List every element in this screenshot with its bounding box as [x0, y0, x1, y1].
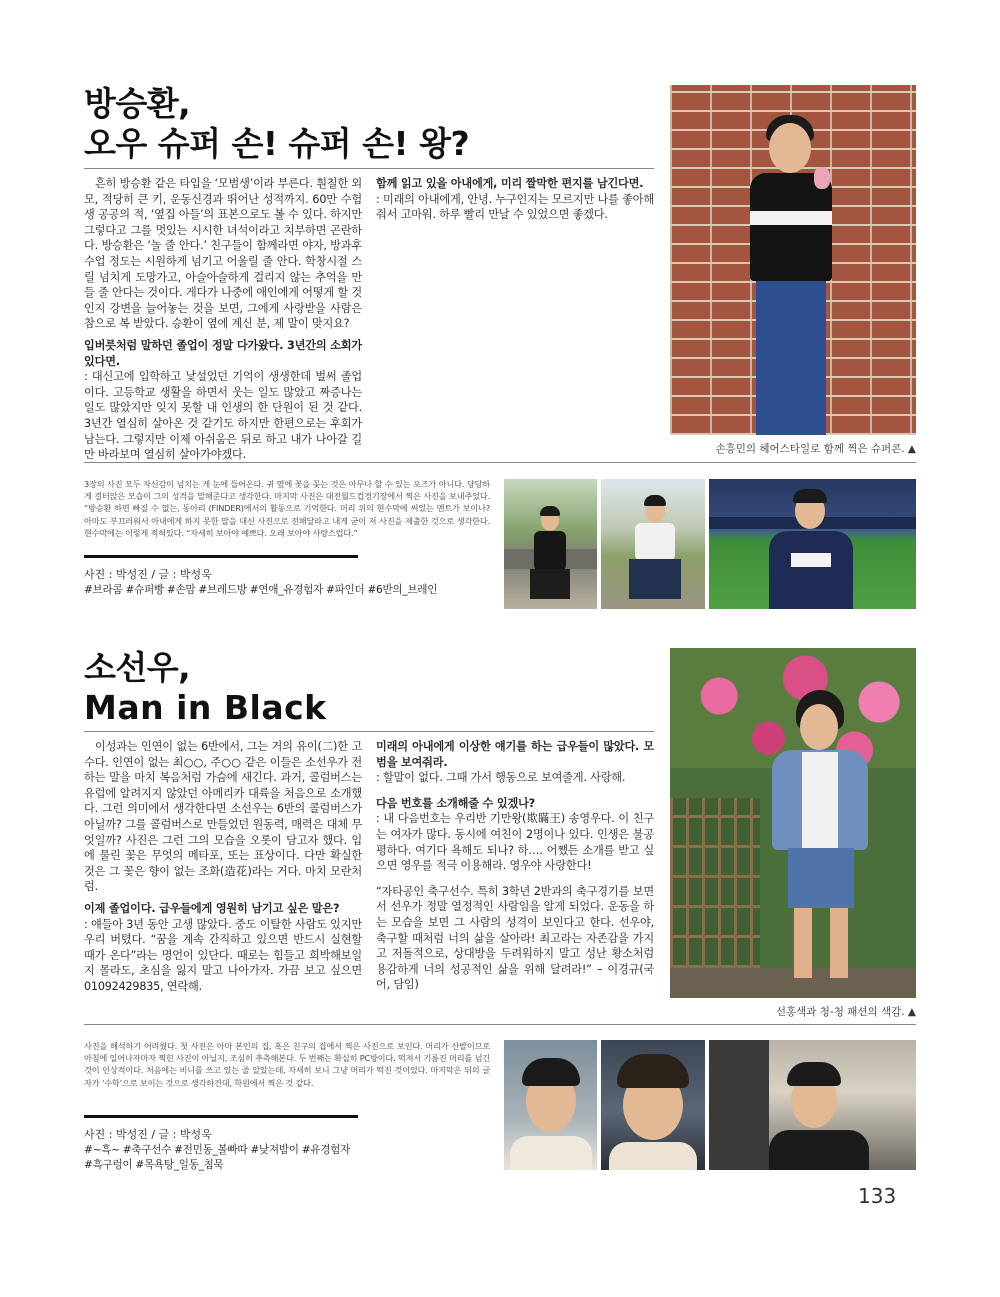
article1-intro: 흔히 방승환 같은 타입을 ‘모범생’이라 부른다. 훤칠한 외모, 적당히 큰 키, 운동신경과 뛰어난 성적까지. 60만 수험생 공공의 적, ‘옆집 아들’의 표본으로도 볼 수 있다. 하지만 그렇다고 그를 멋있는 시시한 녀석이라고 치부하면 곤란하다. 방승환은 ‘놀 줄 안다.’ 친구들이 함께라면 야자, 방과후 수업 정도는 시원하게 넘기고 어울릴 줄 안다. 학창시절 스릴 넘치게 도망가고, 아슬아슬하게 걸리지 않는 추억을 만들 줄 안다는 것이다. 게다가 나중에 애인에게 어떻게 할 것인지 강변을 늘어놓는 것을 보면, 그에게 사랑받을 사람은 참으로 복 받았다. 승환이 옆에 계신 분, 제 말이 맞지요?	[84, 177, 362, 331]
article1-divider	[84, 462, 916, 463]
stadium-photo	[709, 479, 916, 609]
article2-photo-note: 사진을 해석하기 어려웠다. 첫 사진은 아마 본인의 집, 혹은 친구의 집에서 찍은 사진으로 보인다. 머리가 산발이므로 아침에 일어나자마자 찍힌 사진이 아닐지, 조심히 추측해본다. 두 번째는 확실히 PC방이다. 떡져서 기름진 머리를 넘긴 것이 인상적이다. 처음에는 비니를 쓰고 있는 줄 알았는데, 자세히 보니 그냥 머리가 떡진 것이었다. 마지막은 뒤의 글자가 ‘수학’으로 보이는 것으로 생각하건대, 학원에서 찍은 것 같다.	[84, 1041, 490, 1088]
page-number: 133	[858, 1184, 897, 1208]
article2-column-left	[84, 739, 362, 993]
article2-question-2: 미래의 아내에게 이상한 얘기를 하는 급우들이 많았다. 모범을 보여줘라.	[376, 740, 654, 769]
article1-answer-1: : 대신고에 입학하고 낯설었던 기억이 생생한데 벌써 졸업이다. 고등학교 생활을 하면서 웃는 일도 많았고 짜증나는 일도 많았지만 잊지 못할 내 인생의 한 단원이 된 것 같다. 3년간 열심히 살아온 것 같기도 하지만 한편으로는 후회가 남는다. 그렇지만 이제 아쉬움은 뒤로 하고 내가 나아갈 길만 바라보며 열심히 살아가야겠다.	[84, 370, 362, 462]
article2-column-right	[376, 739, 654, 993]
person-figure-denim	[766, 690, 876, 990]
article2-teacher-comment: “자타공인 축구선수. 특히 3학년 2반과의 축구경기를 보면서 선우가 정말 열정적인 사람임을 알게 되었다. 운동을 하는 모습을 보면 그 사람의 성격이 보인다고 한다. 선우야, 축구할 때처럼 너의 삶을 살아라! 최고라는 자존감을 가지고 저돌적으로, 상대방을 두려워하지 말고 성난 황소처럼 용감하게 너의 성공적인 삶을 위해 달려라!” – 이경규(국어, 담임)	[376, 884, 654, 992]
article2-credit: 사진 : 박성진 / 글 : 박성욱	[84, 1128, 212, 1141]
article1-photo-caption: 손흥민의 헤어스타일로 함께 찍은 슈퍼콘. ▲	[715, 443, 916, 455]
article2-intro: 이성과는 인연이 없는 6반에서, 그는 거의 유이(二)한 고수다. 인연이 없는 최○○, 주○○ 같은 이들은 소선우가 전하는 말을 마치 복음처럼 가슴에 새긴다. 과거, 콜럼버스는 유럽에 알려지지 않았던 아메리카 대륙을 처음으로 소개했다. 그런 의미에서 생각한다면 소선우는 6반의 콜럼버스가 아닐까? 그를 콜럼버스로 만들었던 원동력, 매력은 대체 무엇일까? 사진은 그런 그의 모습을 오롯이 담고자 했다. 입에 물린 꽃은 무엇의 메타포, 또는 표상이다. 다만 확실한 것은 그 꽃은 향이 없는 조화(造花)라는 거다. 마치 모란처럼.	[84, 740, 362, 894]
article2-tags-line2: #흑구렁이 #목욕탕_일동_침묵	[84, 1159, 224, 1171]
article1-answer-2: : 미래의 아내에게, 안녕. 누구인지는 모르지만 나를 좋아해줘서 고마워. 하루 빨리 만날 수 있었으면 좋겠다.	[376, 192, 654, 222]
selfie-academy-photo	[709, 1040, 916, 1170]
person-figure	[746, 115, 836, 435]
article2-photo-caption: 선홍색과 청-청 패션의 색감. ▲	[775, 1006, 916, 1018]
flowers-denim-photo	[670, 648, 916, 998]
article1-photo-note: 3장의 사진 모두 자신감이 넘치는 게 눈에 들어온다. 귀 옆에 꽃을 꽂는 것은 아무나 할 수 있는 포즈가 아니다. 당당하게 걸터앉은 모습이 그의 성격을 말해준다고 생각한다. 마지막 사진은 대전월드컵경기장에서 찍은 사진을 보내주었다. “방승환 하면 빠질 수 없는, 동아리 (FINDER)에서의 활동으로 기억한다. 머리 위의 현수막에 써있는 멘트가 보이나? 아마도 부끄러워서 아내에게 하지 못한 말을 대신 사진으로 전해달라고 내게 굳이 저 사진을 제출한 것으로 생각한다. 현수막에는 이렇게 적혀있다. “자세히 보아야 예쁘다. 오래 보아야 사랑스럽다.”	[84, 479, 490, 538]
article1-credit: 사진 : 박성진 / 글 : 박성욱	[84, 568, 212, 581]
article1-title-line2: 오우 슈퍼 손! 슈퍼 손! 왕?	[84, 124, 470, 163]
sitting-by-tree-photo	[601, 479, 705, 609]
selfie-room-photo	[504, 1040, 597, 1170]
article2-question-3: 다음 번호를 소개해줄 수 있겠나?	[376, 796, 535, 810]
article1-title-rule	[84, 168, 654, 169]
article2-answer-1: : 얘들아 3년 동안 고생 많았다. 중도 이탈한 사람도 있지만 우리 버텼다. “꿈을 계속 간직하고 있으면 반드시 실현할 때가 온다”라는 명언이 있단다. 때로는 힘들고 희박해보일지 몰라도, 초심을 잃지 말고 나아가자. 가끔 보고 싶으면 01092429835, 연락해.	[84, 917, 362, 993]
article1-question-2: 함께 읽고 있을 아내에게, 미리 짤막한 편지를 남긴다면.	[376, 177, 644, 190]
article1-column-right	[376, 176, 654, 286]
article1-title-line1: 방승환,	[84, 84, 191, 123]
article1-question-1: 입버릇처럼 말하던 졸업이 정말 다가왔다. 3년간의 소회가 있다면.	[84, 338, 362, 368]
portrait-brick-wall-photo	[670, 85, 916, 435]
article2-answer-2: : 할말이 없다. 그때 가서 행동으로 보여줄게. 사랑해.	[376, 771, 626, 785]
selfie-pc-room-photo	[601, 1040, 705, 1170]
sitting-on-wall-photo	[504, 479, 597, 609]
article2-answer-3: : 내 다음번호는 우리반 기만왕(欺瞞王) 송영우다. 이 친구는 여자가 많다. 동시에 여친이 2명이나 있다. 인생은 불공평하다. 여기다 욕해도 되나? 하…. 어쨌든 소개를 받고 싶으면 영우를 적극 이용해라. 영우야 사랑한다!	[376, 812, 654, 873]
article2-title-rule	[84, 731, 654, 732]
article2-divider	[84, 1024, 916, 1025]
article2-title-line1: 소선우,	[84, 648, 191, 687]
article1-credit-rule	[84, 555, 358, 558]
article2-credit-rule	[84, 1115, 358, 1118]
article2-tags-line1: #~흑~ #축구선수 #전민동_볼빠따 #낮져밤이 #유경험자	[84, 1144, 351, 1156]
article1-tags: #브라콤 #슈퍼빵 #손맘 #브레드방 #연애_유경험자 #파인더 #6반의_브레인	[84, 584, 438, 596]
article2-title-line2: Man in Black	[84, 688, 327, 727]
article2-question-1: 이제 졸업이다. 급우들에게 영원히 남기고 싶은 말은?	[84, 901, 340, 915]
article1-column-left	[84, 176, 362, 462]
